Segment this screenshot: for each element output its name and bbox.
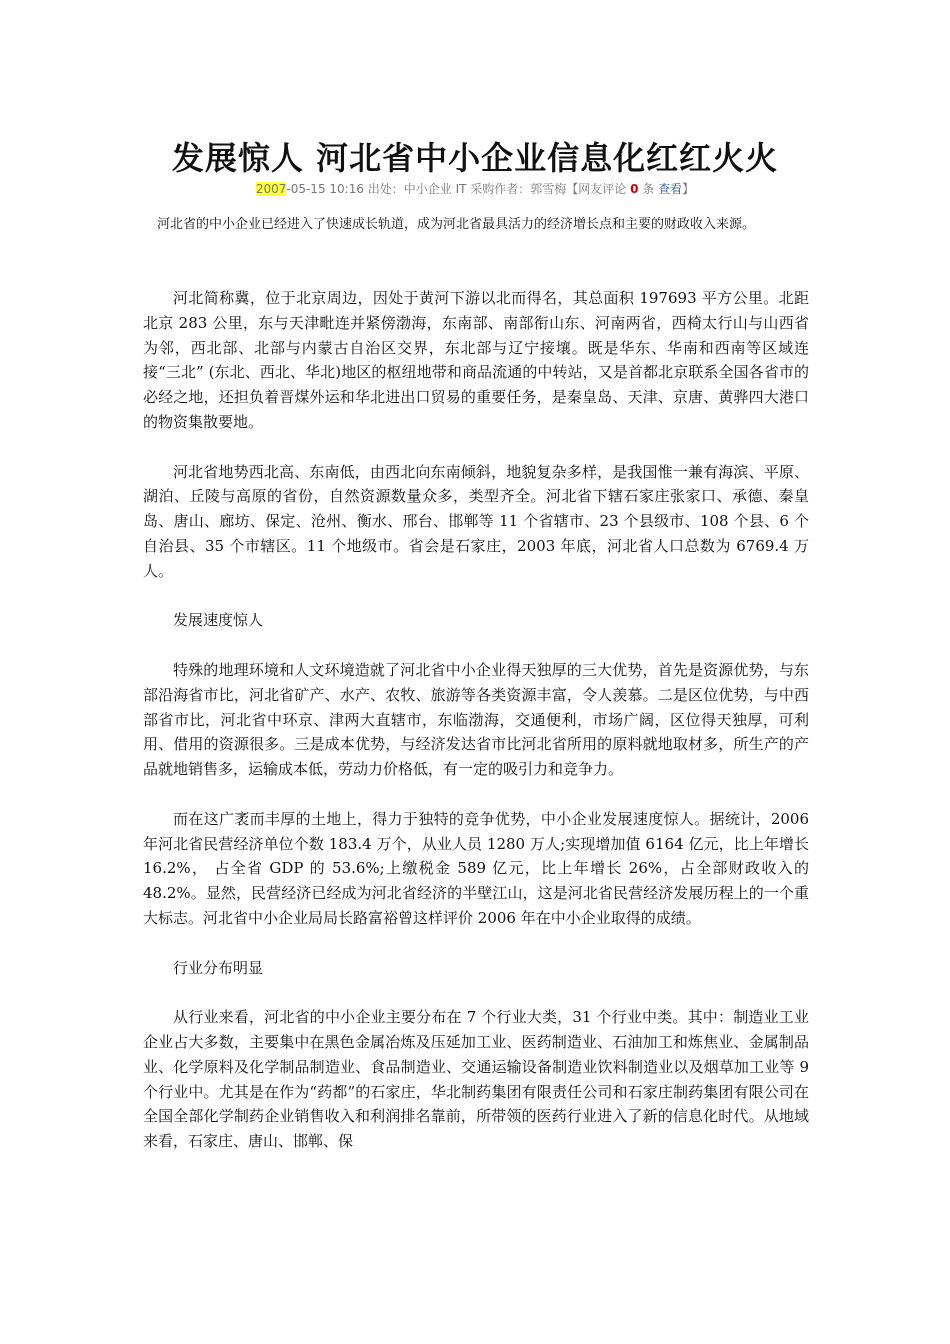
paragraph-terrain: 河北省地势西北高、东南低，由西北向东南倾斜，地貌复杂多样，是我国惟一兼有海滨、平原、湖泊、丘陵与高原的省份，自然资源数量众多，类型齐全。河北省下辖石家庄张家口、承德、秦皇岛、唐山、廊坊、保定、沧州、衡水、邢台、邯郸等 11 个省辖市、23 个县级市、108 个县、6 个自治县、35 个市辖区。11 个地级市。省会是石家庄，2003 年底，河北省人口总数为 6769.4 万人。 xyxy=(143,462,809,580)
paragraph-statistics: 而在这广袤而丰厚的土地上，得力于独特的竞争优势，中小企业发展速度惊人。据统计，2006 年河北省民营经济单位个数 183.4 万个，从业人员 1280 万人;实现增加值 6164 亿元，比上年增长 16.2%， 占全省 GDP 的 53.6%;上缴税金 589 亿元，比上年增长 26%，占全部财政收入的 48.2%。显然，民营经济已经成为河北省经济的半壁江山，这是河北省民营经济发展历程上的一个重大标志。河北省中小企业局局长路富裕曾这样评价 2006 年在中小企业取得的成绩。 xyxy=(143,809,809,927)
article-title: 发展惊人 河北省中小企业信息化红红火火 xyxy=(171,139,779,177)
meta-closing-bracket: 】 xyxy=(682,182,695,196)
paragraph-advantages: 特殊的地理环境和人文环境造就了河北省中小企业得天独厚的三大优势，首先是资源优势，与东部沿海省市比，河北省矿产、水产、农牧、旅游等各类资源丰富，令人羡慕。二是区位优势，与中西部省市比，河北省中环京、津两大直辖市，东临渤海，交通便利，市场广阔，区位得天独厚，可利用、借用的资源很多。三是成本优势，与经济发达省市比河北省所用的原料就地取材多，所生产的产品就地销售多，运输成本低，劳动力价格低，有一定的吸引力和竞争力。 xyxy=(143,660,809,779)
date-rest: -05-15 10:16 xyxy=(286,182,364,196)
source-author: 出处：中小企业 IT 采购作者：郭雪梅【网友评论 xyxy=(363,182,631,196)
article-summary: 河北省的中小企业已经进入了快速成长轨道，成为河北省最具活力的经济增长点和主要的财政收入来源。 xyxy=(157,217,756,232)
article-body xyxy=(143,286,809,1179)
comment-count: 0 xyxy=(630,182,639,196)
section-heading-growth: 发展速度惊人 xyxy=(173,611,264,630)
section-heading-industry: 行业分布明显 xyxy=(173,958,264,977)
paragraph-industry: 从行业来看，河北省的中小企业主要分布在 7 个行业大类，31 个行业中类。其中：制造业工业企业占大多数，主要集中在黑色金属冶炼及压延加工业、医药制造业、石油加工和炼焦业、金属制品业、化学原料及化学制品制造业、食品制造业、交通运输设备制造业饮料制造业以及烟草加工业等 9 个行业中。尤其是在作为“药都”的石家庄，华北制药集团有限责任公司和石家庄制药集团有限公司在全国全部化学制药企业销售收入和利润排名靠前，所带领的医药行业进入了新的信息化时代。从地域来看，石家庄、唐山、邯郸、保 xyxy=(143,1008,809,1151)
article-meta xyxy=(0,180,950,197)
view-comments-link[interactable]: 查看 xyxy=(658,182,683,196)
paragraph-geography: 河北简称冀，位于北京周边，因处于黄河下游以北而得名，其总面积 197693 平方公里。北距北京 283 公里，东与天津毗连并紧傍渤海，东南部、南部衔山东、河南两省，西椅太行山与山西省为邻，西北部、北部与内蒙古自治区交界，东北部与辽宁接壤。既是华东、华南和西南等区域连接“三北” (东北、西北、华北)地区的枢纽地带和商品流通的中转站，又是首都北京联系全国各省市的必经之地，还担负着晋煤外运和华北进出口贸易的重要任务，是秦皇岛、天津、京唐、黄骅四大港口的物资集散要地。 xyxy=(143,289,809,431)
date-year-highlight: 2007 xyxy=(255,182,287,196)
comment-suffix: 条 xyxy=(638,182,659,196)
